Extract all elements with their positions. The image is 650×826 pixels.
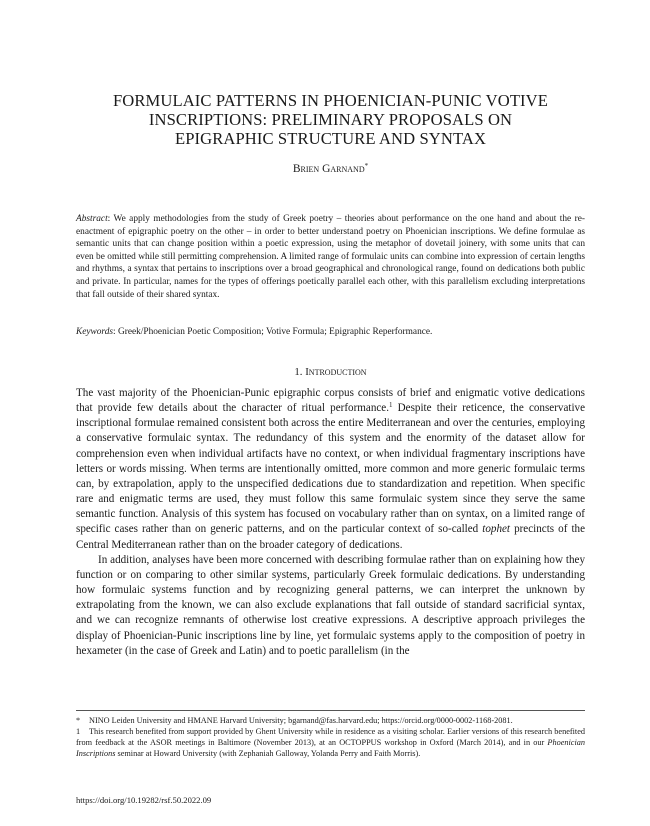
doi-link[interactable]: https://doi.org/10.19282/rsf.50.2022.09 [76, 795, 212, 805]
author-name: Brien Garnand [292, 163, 365, 175]
body-paragraph-2: In addition, analyses have been more concerned with describing formulae rather than on explaining how they function or on comparing to other similar systems, particularly Greek formulaic dedications. By understanding how formulaic systems function and by recognizing general patterns, we can interpret the unknown by extrapolating from the known, we can also exclude explanations that fall outside of standard sacrificial syntax, and we can recognize remnants of otherwise lost creative expressions. A descriptive approach privileges the display of Phoenician-Punic inscriptions line by line, yet formulaic systems apply to the composition of poetry in hexameter (in the case of Greek and Latin) and to poetic parallelism (in the [76, 553, 585, 657]
paragraph-1-part-a: The vast majority of the Phoenician-Punic epigraphic corpus consists of brief and enigmatic votive dedications that provide few details about the character of ritual performance. [76, 387, 585, 415]
footnote-ref-1[interactable]: 1 [389, 401, 393, 410]
body-text [76, 386, 585, 659]
body-paragraph-1 [76, 386, 585, 553]
title-line-1: FORMULAIC PATTERNS IN PHOENICIAN-PUNIC VOTIVE [112, 91, 549, 110]
footnote-1-italic: Phoenician Inscriptions [76, 738, 585, 759]
footnote-1 [76, 726, 585, 759]
keywords [76, 326, 585, 339]
footnote-star-mark: * [76, 716, 81, 725]
footnote-author [76, 715, 585, 726]
keywords-text: : Greek/Phoenician Poetic Composition; Votive Formula; Epigraphic Reperformance. [113, 327, 433, 337]
paragraph-1-part-c: precincts of the Central Mediterranean rather than on the broader category of dedications. [76, 523, 585, 551]
article-title [76, 91, 585, 148]
author-line [76, 163, 585, 175]
footnote-rule [76, 710, 585, 711]
section-heading: 1. Introduction [294, 366, 367, 378]
abstract-text: : We apply methodologies from the study of Greek poetry – theories about performance on the one hand and about the re-enactment of epigraphic poetry on the other – in order to better understand poetry on Phoenician inscriptions. We define formulae as semantic units that can change position within a poetic expression, using the metaphor of dovetail joinery, with some units that can even be omitted while still permitting comprehension. A limited range of formulaic units can combine into expression of certain lengths and rhythms, a syntax that pertains to inscriptions over a broad geographical and chronological range, found on dedications both public and private. In particular, names for the types of offerings poetically parallel each other, with this parallelism excluding interpretations that fall outside of their shared syntax. [76, 214, 585, 300]
abstract [76, 213, 585, 301]
title-line-2: INSCRIPTIONS: PRELIMINARY PROPOSALS ON [148, 110, 513, 129]
footnote-star-text: NINO Leiden University and HMANE Harvard University; bgarnand@fas.harvard.edu; https://orcid.org/0000-0002-1168-2081. [89, 716, 513, 725]
footnotes [76, 715, 585, 759]
footnote-1-text-a: This research benefited from support provided by Ghent University while in residence as a visiting scholar. Earlier versions of this research benefited from feedback at the ASOR meetings in Baltimore (November 2013), at an OCTOPPUS workshop in Oxford (March 2014), and in our [76, 727, 585, 748]
footnote-1-mark: 1 [76, 727, 81, 737]
abstract-label: Abstract [76, 214, 108, 224]
paragraph-1-part-b: Despite their reticence, the conservative inscriptional formulae remained consistent both across the entire Mediterranean and over the centuries, employing a conservative formulaic syntax. The redundancy of this system and the enormity of the dataset allow for comprehension even when individual artifacts have no context, or when individual fragmentary inscriptions have letters or words missing. When terms are intentionally omitted, more common and more generic formulaic terms can, by extrapolation, apply to the unspecified dedications due to standardization and repetition. When specific rare and enigmatic terms are used, they must follow this same formulaic system since they serve the same semantic function. Analysis of this system has focused on vocabulary rather than on syntax, on a limited range of specific cases rather than on generic patterns, and on the particular context of so-called [76, 402, 585, 536]
tophet-term: tophet [482, 523, 511, 536]
title-line-3: EPIGRAPHIC STRUCTURE AND SYNTAX [174, 129, 487, 148]
keywords-label: Keywords [76, 327, 114, 337]
footnote-1-text-b: seminar at Howard University (with Zephaniah Galloway, Yolanda Perry and Faith Morris). [115, 749, 421, 759]
author-footnote-marker: * [364, 162, 369, 170]
